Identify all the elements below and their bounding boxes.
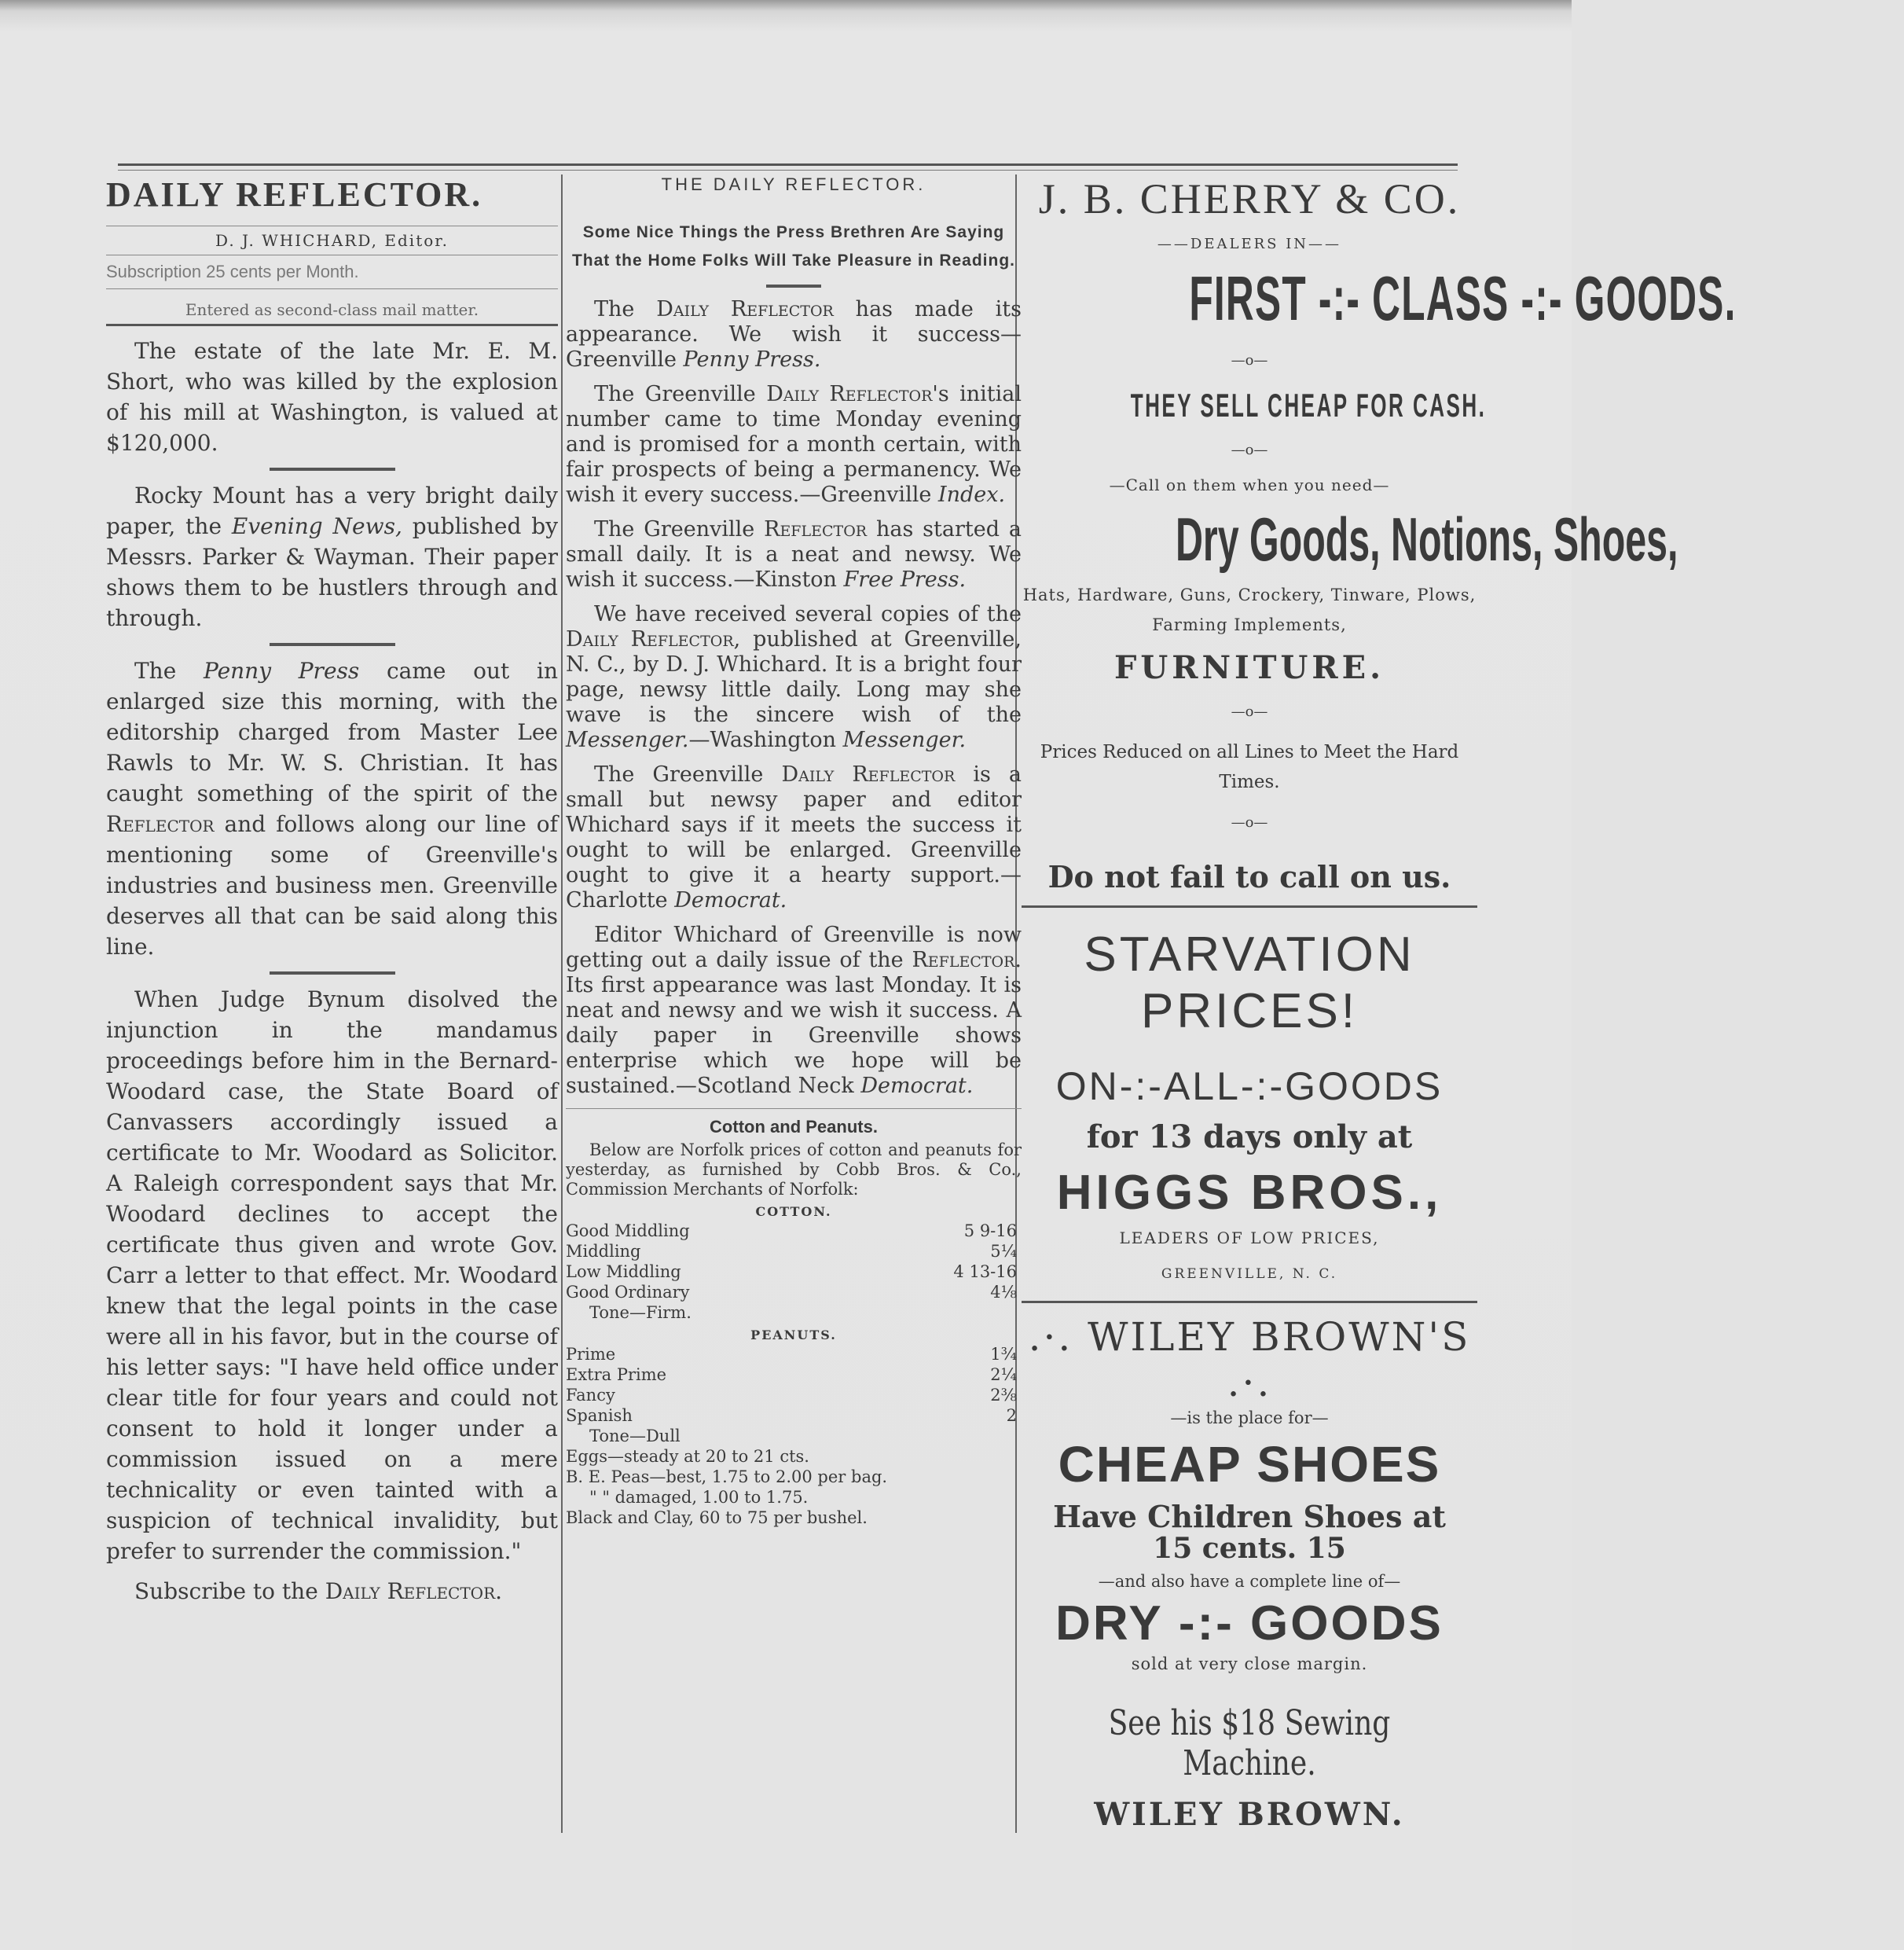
ad-divider [1022,905,1477,908]
cherry-ad-dry-goods: Dry Goods, Notions, Shoes, [1175,505,1678,574]
wiley-ad-cheap-shoes: CHEAP SHOES [1058,1436,1441,1493]
wiley-ad-children: Have Children Shoes at [1053,1499,1446,1534]
ad-divider [1022,1301,1477,1303]
press-subhead: Some Nice Things the Press Brethren Are Saying That the Home Folks Will Take Pleasure in Reading. [571,223,1016,270]
cherry-ad-hats: Hats, Hardware, Guns, Crockery, Tinware, Plows, Farming Implements, [1022,586,1477,634]
cotton-tone: Tone—Firm. [589,1303,692,1322]
higgs-ad-for13: for 13 days only at [1086,1118,1413,1155]
subscribe-note: Subscribe to the Daily Reflector. [134,1578,503,1604]
quote-scotland-neck: Editor Whichard of Greenville is now getting out a daily issue of the Reflector. Its first appearance was last Monday. It is neat and newsy and we wish it success. A daily paper in Greenville shows enterprise which we hope will be sustained.—Scotland Neck Democrat. [566,923,1022,1098]
cherry-ad-name: J. B. CHERRY & CO. [1038,175,1461,222]
press-header: THE DAILY REFLECTOR. [661,174,926,194]
cherry-ad-dealers: ——DEALERS IN—— [1157,236,1342,252]
masthead-rule [106,288,558,289]
table-row: Middling 5¼ [566,1242,1017,1261]
masthead-entered: Entered as second-class mail matter. [185,300,479,319]
quote-messenger: We have received several copies of the Daily Reflector, published at Greenville, N. C., by D. J. Whichard. It is a bright four page, newsy little daily. Long may she wave is the sincere wish of the Messenger.—Washington Messenger. [566,602,1022,752]
wiley-ad-sewing: See his $18 Sewing Machine. [1108,1703,1391,1783]
market-rule [566,1108,1022,1109]
peanuts-label: PEANUTS. [750,1328,837,1342]
ornament: —o— [1231,352,1268,369]
peas-price: B. E. Peas—best, 1.75 to 2.00 per bag. [566,1467,888,1486]
peas-damaged-price: " " damaged, 1.00 to 1.75. [589,1488,809,1507]
peanuts-tone: Tone—Dull [589,1427,681,1445]
wiley-ad-margin: sold at very close margin. [1131,1654,1368,1673]
table-row: Extra Prime 2¼ [566,1365,1017,1384]
quote-penny-press: The Daily Reflector has made its appearance. We wish it success—Greenville Penny Press. [566,297,1022,372]
table-row: Prime 1¾ [566,1345,1017,1364]
quote-charlotte-democrat: The Greenville Daily Reflector is a small but newsy paper and editor Whichard says if it meets the success it ought to will be enlarged. Greenville ought to give it a hearty support.—Charlotte Democrat. [566,762,1022,913]
table-row: Good Middling 5 9-16 [566,1221,1017,1240]
column-editorial [106,174,558,1616]
table-row: Spanish 2 [566,1406,1017,1425]
article-divider [270,971,395,975]
cherry-ad-cheap: THEY SELL CHEAP FOR CASH. [1130,387,1487,424]
masthead-rule [106,324,558,326]
wiley-ad-also: —and also have a complete line of— [1098,1572,1401,1591]
wiley-ad-name: .·. WILEY BROWN'S .·. [1028,1314,1471,1405]
cherry-ad-prices: Prices Reduced on all Lines to Meet the Hard Times. [1040,742,1459,792]
column-advertisements [1022,174,1737,1838]
peanuts-table [566,1344,1022,1426]
cherry-ad-do-not-fail: Do not fail to call on us. [1047,859,1451,894]
ornament: —o— [1231,814,1268,831]
article-judge-bynum: When Judge Bynum disolved the injunction in the mandamus proceedings before him in the Bernard-Woodard case, the State Board of Canvassers accordingly issued a certificate to Mr. Woodard as Solicitor. A Raleigh correspondent says that Mr. Woodard declines to accept the certificate thus given and wrote Gov. Carr a letter to that effect. Mr. Woodard knew that the legal points in the case were all in his favor, but in the course of his letter says: "I have held office under clear title for four years and could not consent to hold it longer under a commission issued on a mere technicality or even tainted with a suspicion of technical invalidity, but prefer to surrender the commission." [106,986,558,1564]
wiley-ad-place: —is the place for— [1170,1408,1329,1427]
cotton-label: COTTON. [755,1204,832,1219]
article-divider [270,643,395,646]
market-intro: Below are Norfolk prices of cotton and peanuts for yesterday, as furnished by Cobb Bros. & Co., Commission Merchants of Norfolk: [566,1140,1022,1199]
higgs-ad-name: HIGGS BROS., [1056,1166,1443,1220]
top-rule-thin [118,170,1458,171]
article-divider [270,468,395,471]
column-press-notices [566,174,1022,1528]
cherry-ad-first-class: FIRST -:- CLASS -:- GOODS. [1189,263,1737,333]
ornament: —o— [1231,442,1268,458]
cherry-ad-furniture: FURNITURE. [1113,649,1385,686]
market-title: Cotton and Peanuts. [710,1117,878,1137]
article-divider [766,285,821,288]
top-rule [118,163,1458,166]
cherry-ad-call: —Call on them when you need— [1109,476,1390,494]
higgs-ad-leaders: LEADERS OF LOW PRICES, [1119,1228,1380,1247]
wiley-ad-dry-goods: DRY -:- GOODS [1055,1596,1444,1651]
higgs-ad-starvation: STARVATION PRICES! [1084,927,1415,1038]
wiley-ad-signature: WILEY BROWN. [1094,1796,1405,1833]
article-short-estate: The estate of the late Mr. E. M. Short, who was killed by the explosion of his mill at Washington, is valued at $120,000. [106,338,558,456]
article-penny-press: The Penny Press came out in enlarged size this morning, with the editorship charged from Master Lee Rawls to Mr. W. S. Christian. It has caught something of the spirit of the Reflector and follows along our line of mentioning some of Greenville's industries and business men. Greenville deserves all that can be said along this line. [106,658,558,960]
eggs-price: Eggs—steady at 20 to 21 cts. [566,1447,809,1466]
wiley-ad-fifteen: 15 cents. 15 [1153,1532,1346,1565]
table-row: Fancy 2⅜ [566,1386,1017,1405]
masthead-title: DAILY REFLECTOR. [106,175,483,214]
table-row: Low Middling 4 13-16 [566,1262,1017,1281]
masthead-editor: D. J. WHICHARD, Editor. [215,231,449,250]
higgs-ad-town: GREENVILLE, N. C. [1161,1266,1338,1282]
article-rocky-mount: Rocky Mount has a very bright daily paper, the Evening News, published by Messrs. Parker & Wayman. Their paper shows them to be hustlers through and through. [106,483,559,631]
cotton-table [566,1221,1022,1302]
clay-price: Black and Clay, 60 to 75 per bushel. [566,1508,868,1527]
quote-index: The Greenville Daily Reflector's initial number came to time Monday evening and is promised for a month certain, with fair prospects of being a permanency. We wish it every success.—Greenville Index. [566,382,1022,507]
masthead-subscription: Subscription 25 cents per Month. [106,262,359,281]
column-divider-1 [561,174,563,1833]
ornament: —o— [1231,703,1268,720]
higgs-ad-on-all: ON-:-ALL-:-GOODS [1055,1064,1444,1108]
table-row: Good Ordinary 4⅛ [566,1283,1017,1302]
quote-free-press: The Greenville Reflector has started a small daily. It is a neat and newsy. We wish it success.—Kinston Free Press. [566,517,1022,592]
